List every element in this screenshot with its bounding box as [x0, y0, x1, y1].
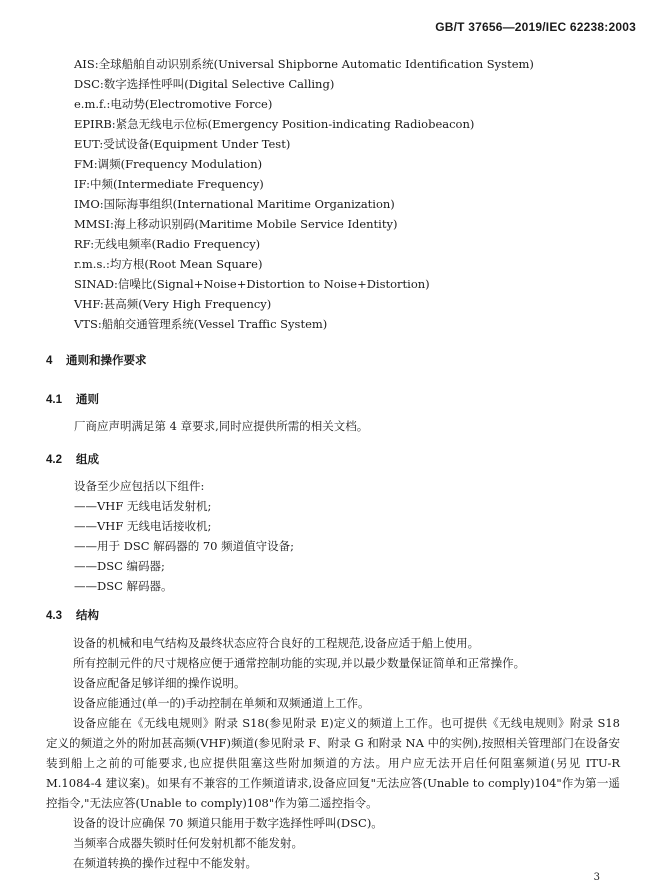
section-title: 通则和操作要求: [66, 355, 147, 367]
abbreviation-item: VHF:甚高频(Very High Frequency): [74, 297, 272, 311]
list-item: ——DSC 解码器。: [74, 579, 173, 593]
paragraph: 当频率合成器失锁时任何发射机都不能发射。: [73, 836, 303, 850]
section-title: 通则: [76, 394, 99, 406]
abbreviation-item: EUT:受试设备(Equipment Under Test): [74, 137, 291, 151]
abbreviation-item: IF:中频(Intermediate Frequency): [74, 177, 264, 191]
section-4-heading: [46, 352, 147, 368]
list-item: ——VHF 无线电话发射机;: [74, 499, 212, 513]
section-4-1-heading: [46, 391, 99, 407]
section-4-2-heading: [46, 451, 99, 467]
abbreviation-item: VTS:船舶交通管理系统(Vessel Traffic System): [74, 317, 328, 331]
page-number: 3: [593, 872, 600, 883]
paragraph: 设备应配备足够详细的操作说明。: [73, 676, 246, 690]
abbreviation-item: MMSI:海上移动识别码(Maritime Mobile Service Identity): [74, 217, 398, 231]
paragraph: 设备的机械和电气结构及最终状态应符合良好的工程规范,设备应适于船上使用。: [73, 636, 480, 650]
section-title: 结构: [76, 610, 99, 622]
abbreviation-item: EPIRB:紧急无线电示位标(Emergency Position-indicating Radiobeacon): [74, 117, 475, 131]
standard-header: GB/T 37656—2019/IEC 62238:2003: [435, 20, 636, 34]
abbreviation-item: AIS:全球船舶自动识别系统(Universal Shipborne Automatic Identification System): [74, 57, 534, 71]
abbreviation-item: DSC:数字选择性呼叫(Digital Selective Calling): [74, 77, 335, 91]
abbreviation-item: e.m.f.:电动势(Electromotive Force): [74, 97, 273, 111]
abbreviation-item: SINAD:信噪比(Signal+Noise+Distortion to Noise+Distortion): [74, 277, 430, 291]
abbreviation-item: RF:无线电频率(Radio Frequency): [74, 237, 261, 251]
abbreviation-item: IMO:国际海事组织(International Maritime Organization): [74, 197, 395, 211]
paragraph: 所有控制元件的尺寸规格应便于通常控制功能的实现,并以最少数量保证简单和正常操作。: [73, 656, 526, 670]
component-list: [74, 476, 614, 596]
section-title: 组成: [76, 454, 99, 466]
section-number: 4.1: [46, 394, 62, 406]
section-4-3-heading: [46, 607, 99, 623]
abbreviation-item: r.m.s.:均方根(Root Mean Square): [74, 257, 263, 271]
abbreviation-item: FM:调频(Frequency Modulation): [74, 157, 263, 171]
list-item: ——用于 DSC 解码器的 70 频道值守设备;: [74, 539, 295, 553]
section-number: 4.2: [46, 454, 62, 466]
structure-body: [46, 633, 620, 873]
abbreviation-list: [74, 54, 634, 334]
paragraph: 设备的设计应确保 70 频道只能用于数字选择性呼叫(DSC)。: [73, 816, 383, 830]
section-number: 4: [46, 355, 53, 367]
paragraph: 厂商应声明满足第 4 章要求,同时应提供所需的相关文档。: [74, 419, 369, 433]
section-number: 4.3: [46, 610, 62, 622]
paragraph: 设备应能在《无线电规则》附录 S18(参见附录 E)定义的频道上工作。也可提供《无线电规则》附录 S18 定义的频道之外的附加甚高频(VHF)频道(参见附录 F、附录 G 和附录 NA 中的实例),按照相关管理部门在设备安装到船上之前的可能要求,也应提供阻塞这些附加频道的方法。用户应无法开启任何阻塞频道(另见 ITU-R M.1084-4 建议案)。如果有不兼容的工作频道请求,设备应回复"无法应答(Unable to comply)104"作为第一遥控指令,"无法应答(Unable to comply)108"作为第二遥控指令。: [46, 716, 620, 810]
list-item: ——DSC 编码器;: [74, 559, 165, 573]
list-item: ——VHF 无线电话接收机;: [74, 519, 212, 533]
list-intro: 设备至少应包括以下组件:: [74, 479, 205, 493]
paragraph: 在频道转换的操作过程中不能发射。: [73, 856, 257, 870]
paragraph: 设备应能通过(单一的)手动控制在单频和双频通道上工作。: [73, 696, 370, 710]
